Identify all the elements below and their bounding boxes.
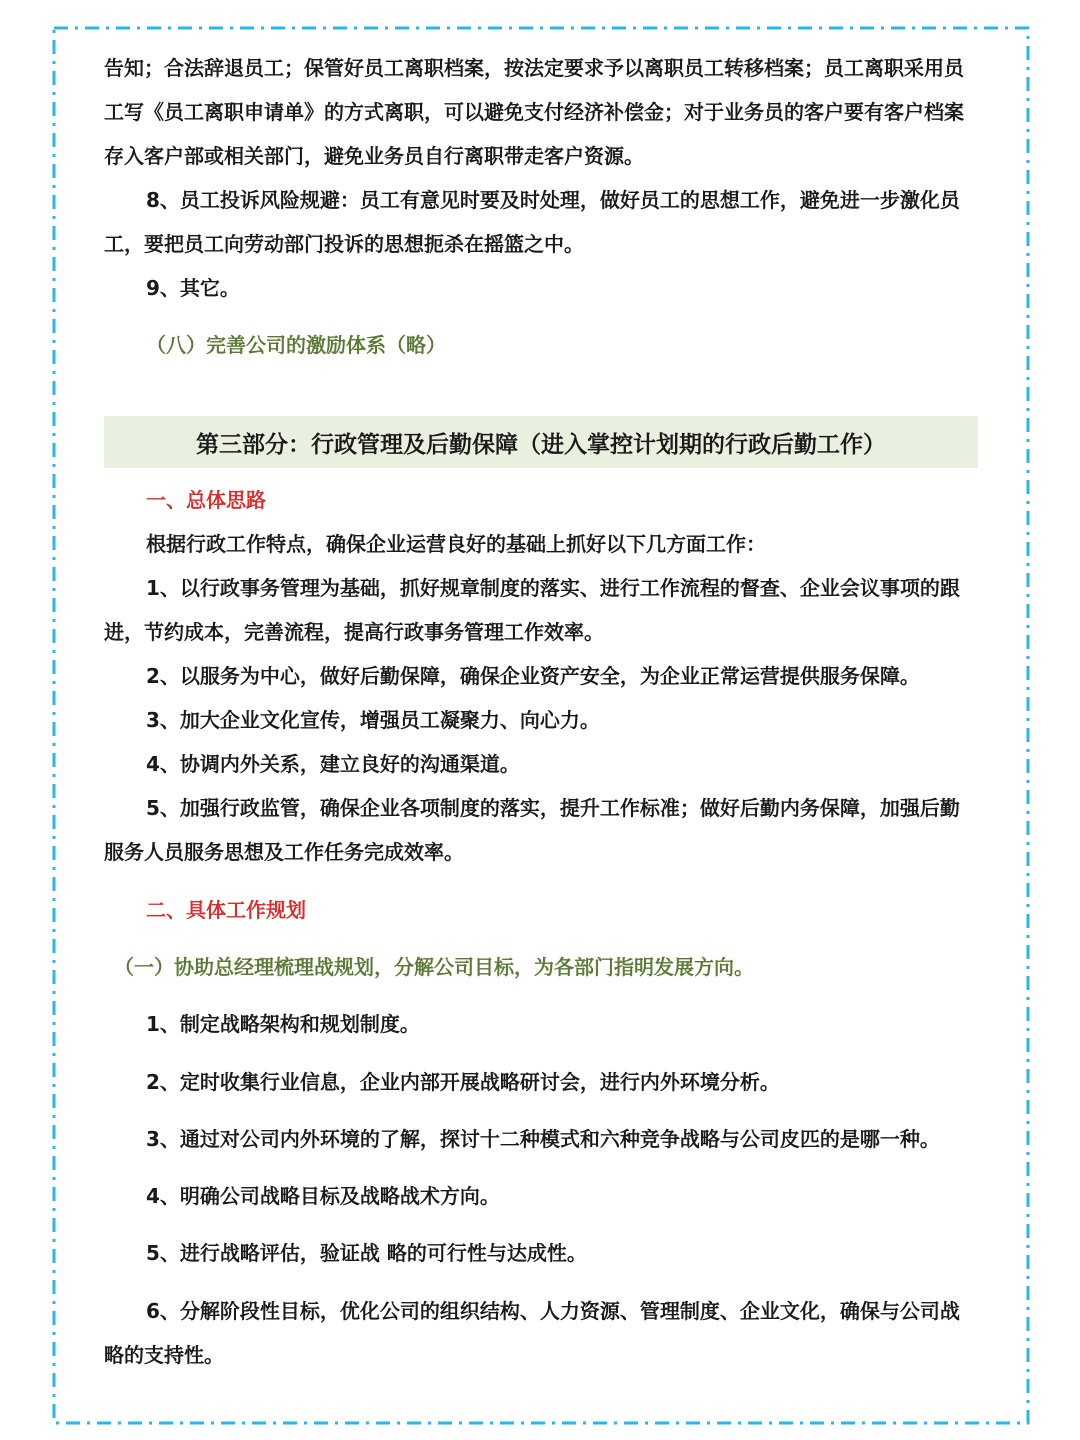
intro-paragraph: 根据行政工作特点，确保企业运营良好的基础上抓好以下几方面工作： xyxy=(146,532,766,556)
heading-specific-plan: 二、具体工作规划 xyxy=(146,898,306,922)
subheading-incentive-system: （八）完善公司的激励体系（略） xyxy=(146,333,446,357)
strategy-item-1: 1、制定战略架构和规划制度。 xyxy=(146,1012,420,1036)
strategy-item-3: 3、通过对公司内外环境的了解，探讨十二种模式和六种竞争战略与公司皮匹的是哪一种。 xyxy=(146,1127,940,1151)
strategy-item-2: 2、定时收集行业信息，企业内部开展战略研讨会，进行内外环境分析。 xyxy=(146,1070,780,1094)
plan-item-2: 2、以服务为中心，做好后勤保障，确保企业资产安全，为企业正常运营提供服务保障。 xyxy=(146,664,920,688)
plan-item-1: 1、以行政事务管理为基础，抓好规章制度的落实、进行工作流程的督查、企业会议事项的跟进，节约成本，完善流程，提高行政事务管理工作效率。 xyxy=(104,576,960,644)
subheading-strategy: （一）协助总经理梳理战规划，分解公司目标，为各部门指明发展方向。 xyxy=(114,955,754,979)
plan-item-5: 5、加强行政监管，确保企业各项制度的落实，提升工作标准；做好后勤内务保障，加强后勤服务人员服务思想及工作任务完成效率。 xyxy=(104,796,960,864)
strategy-item-4: 4、明确公司战略目标及战略战术方向。 xyxy=(146,1184,500,1208)
paragraph-continued: 告知；合法辞退员工；保管好员工离职档案，按法定要求予以离职员工转移档案；员工离职采用员工写《员工离职申请单》的方式离职，可以避免支付经济补偿金；对于业务员的客户要有客户档案存入客户部或相关部门，避免业务员自行离职带走客户资源。 xyxy=(104,56,964,168)
heading-overall-approach: 一、总体思路 xyxy=(146,488,266,512)
list-item-9: 9、其它。 xyxy=(146,276,240,300)
section-title: 第三部分：行政管理及后勤保障（进入掌控计划期的行政后勤工作） xyxy=(196,431,886,458)
strategy-item-6: 6、分解阶段性目标，优化公司的组织结构、人力资源、管理制度、企业文化，确保与公司战略的支持性。 xyxy=(104,1299,960,1367)
section-banner xyxy=(104,416,978,468)
plan-item-4: 4、协调内外关系，建立良好的沟通渠道。 xyxy=(146,752,520,776)
list-item-8: 8、员工投诉风险规避：员工有意见时要及时处理，做好员工的思想工作，避免进一步激化员工，要把员工向劳动部门投诉的思想扼杀在摇篮之中。 xyxy=(104,188,960,256)
plan-item-3: 3、加大企业文化宣传，增强员工凝聚力、向心力。 xyxy=(146,708,600,732)
strategy-item-5: 5、进行战略评估，验证战 略的可行性与达成性。 xyxy=(146,1241,587,1265)
